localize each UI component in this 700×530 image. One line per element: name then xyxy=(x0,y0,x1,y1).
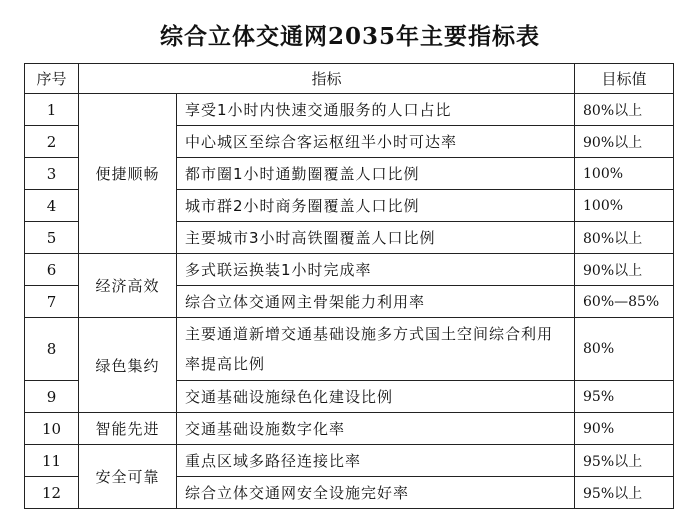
indicator-cell: 交通基础设施绿色化建设比例 xyxy=(177,381,575,413)
target-cell: 100% xyxy=(575,190,674,222)
table-row xyxy=(25,413,674,445)
row-number: 11 xyxy=(25,445,79,477)
row-number: 10 xyxy=(25,413,79,445)
target-cell: 95% xyxy=(575,381,674,413)
indicator-table xyxy=(24,63,674,509)
table-row xyxy=(25,94,674,126)
indicator-cell: 综合立体交通网主骨架能力利用率 xyxy=(177,286,575,318)
header-target: 目标值 xyxy=(575,64,674,94)
indicator-cell: 主要城市3小时高铁圈覆盖人口比例 xyxy=(177,222,575,254)
row-number: 12 xyxy=(25,477,79,509)
target-cell: 90%以上 xyxy=(575,254,674,286)
target-cell: 80%以上 xyxy=(575,222,674,254)
target-cell: 80% xyxy=(575,318,674,381)
indicator-cell: 享受1小时内快速交通服务的人口占比 xyxy=(177,94,575,126)
row-number: 6 xyxy=(25,254,79,286)
indicator-cell: 重点区域多路径连接比率 xyxy=(177,445,575,477)
row-number: 2 xyxy=(25,126,79,158)
indicator-cell: 综合立体交通网安全设施完好率 xyxy=(177,477,575,509)
row-number: 4 xyxy=(25,190,79,222)
row-number: 8 xyxy=(25,318,79,381)
row-number: 3 xyxy=(25,158,79,190)
category-cell: 便捷顺畅 xyxy=(79,94,177,254)
target-cell: 60%—85% xyxy=(575,286,674,318)
row-number: 1 xyxy=(25,94,79,126)
indicator-cell: 多式联运换装1小时完成率 xyxy=(177,254,575,286)
category-cell: 绿色集约 xyxy=(79,318,177,413)
header-no: 序号 xyxy=(25,64,79,94)
target-cell: 90% xyxy=(575,413,674,445)
row-number: 7 xyxy=(25,286,79,318)
category-cell: 经济高效 xyxy=(79,254,177,318)
table-header-row xyxy=(25,64,674,94)
row-number: 9 xyxy=(25,381,79,413)
indicator-cell: 中心城区至综合客运枢纽半小时可达率 xyxy=(177,126,575,158)
table-row xyxy=(25,318,674,381)
indicator-cell: 都市圈1小时通勤圈覆盖人口比例 xyxy=(177,158,575,190)
page-title: 综合立体交通网2035年主要指标表 xyxy=(159,23,540,50)
table-row xyxy=(25,445,674,477)
target-cell: 80%以上 xyxy=(575,94,674,126)
target-cell: 100% xyxy=(575,158,674,190)
indicator-cell: 交通基础设施数字化率 xyxy=(177,413,575,445)
target-cell: 95%以上 xyxy=(575,445,674,477)
header-indicator: 指标 xyxy=(79,64,575,94)
target-cell: 90%以上 xyxy=(575,126,674,158)
table-row xyxy=(25,254,674,286)
category-cell: 安全可靠 xyxy=(79,445,177,509)
category-cell: 智能先进 xyxy=(79,413,177,445)
target-cell: 95%以上 xyxy=(575,477,674,509)
indicator-cell: 城市群2小时商务圈覆盖人口比例 xyxy=(177,190,575,222)
row-number: 5 xyxy=(25,222,79,254)
indicator-cell: 主要通道新增交通基础设施多方式国土空间综合利用率提高比例 xyxy=(177,318,575,381)
